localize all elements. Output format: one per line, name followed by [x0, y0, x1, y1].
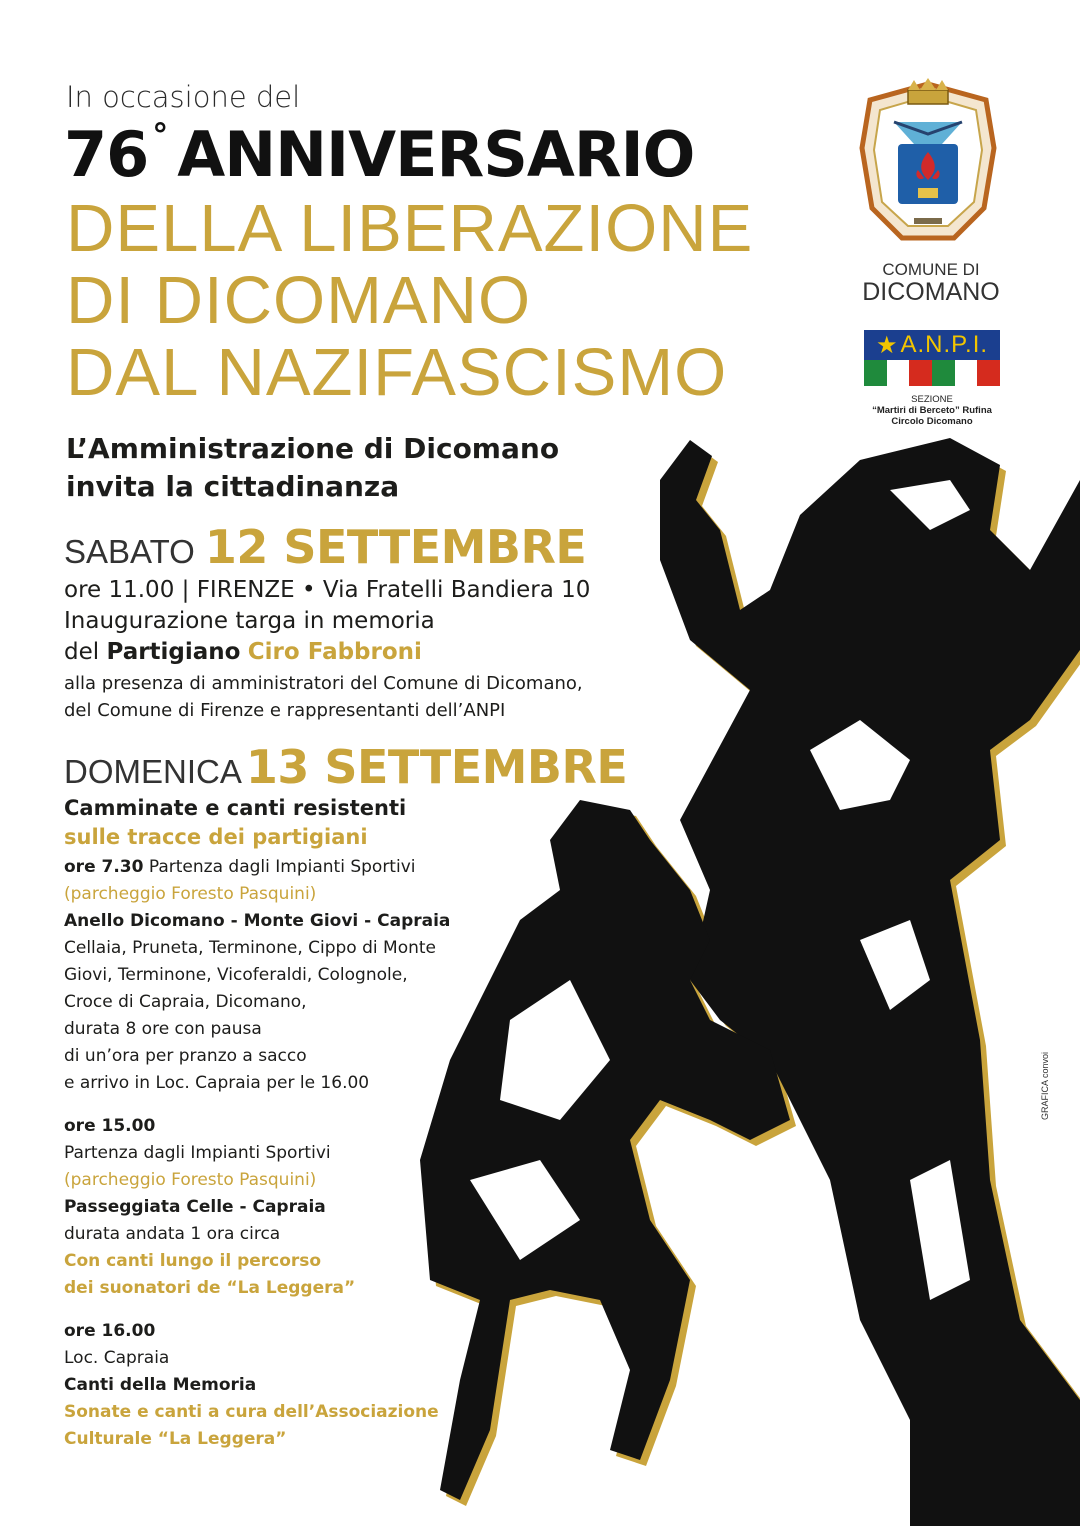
saturday-note-line1: alla presenza di amministratori del Comune di Dicomano,	[64, 673, 583, 694]
finale-note-line1: Sonate e canti a cura dell’Associazione	[64, 1402, 439, 1422]
partisan-name: Ciro Fabbroni	[247, 639, 422, 665]
comune-label-line1: COMUNE DI	[882, 260, 980, 279]
walk1-route-line: Cellaia, Pruneta, Terminone, Cippo di Monte	[64, 938, 436, 958]
saturday-heading	[64, 520, 586, 574]
finale-time: ore 16.00	[64, 1321, 156, 1341]
title-line-3: DAL NAZIFASCISMO	[66, 335, 728, 410]
invitation	[66, 430, 559, 506]
anniversary-word: ANNIVERSARIO	[177, 118, 695, 191]
graphic-credit: GRAFICA convoi	[1040, 1051, 1050, 1120]
sunday-subheading: sulle tracce dei partigiani	[64, 825, 368, 849]
saturday-event-bold: Partigiano	[106, 639, 241, 665]
walk1-parking: (parcheggio Foresto Pasquini)	[64, 884, 317, 904]
walk1-time-row	[64, 854, 664, 881]
walk2-parking: (parcheggio Foresto Pasquini)	[64, 1170, 317, 1190]
finale-place: Loc. Capraia	[64, 1348, 170, 1368]
walk1-departure: Partenza dagli Impianti Sportivi	[148, 857, 416, 877]
sunday-heading-text: Camminate e canti resistenti	[64, 796, 407, 820]
anpi-caption-line3: Circolo Dicomano	[891, 416, 973, 427]
saturday-event-line1: Inaugurazione targa in memoria	[64, 608, 435, 634]
walk1-route-line: e arrivo in Loc. Capraia per le 16.00	[64, 1073, 370, 1093]
anniversary-degree: °	[152, 116, 168, 155]
title-line-2: DI DICOMANO	[66, 263, 532, 338]
sunday-day: DOMENICA	[64, 753, 242, 790]
walk1-route-line: Giovi, Terminone, Vicoferaldi, Colognole,	[64, 965, 408, 985]
saturday-note-line2: del Comune di Firenze e rappresentanti dell’ANPI	[64, 700, 506, 721]
comune-crest-logo	[858, 78, 998, 248]
anpi-caption	[850, 394, 1014, 427]
saturday-details	[64, 575, 664, 724]
anniversary-heading	[64, 118, 694, 191]
anpi-logo	[864, 330, 1000, 386]
star-icon: ★	[875, 331, 899, 359]
invitation-line2: invita la cittadinanza	[66, 470, 400, 503]
sunday-date: 13 SETTEMBRE	[245, 740, 628, 794]
saturday-date: 12 SETTEMBRE	[204, 520, 587, 574]
walk2-title: Passeggiata Celle - Capraia	[64, 1197, 326, 1217]
walk1-route-line: durata 8 ore con pausa	[64, 1019, 262, 1039]
finale-note-line2: Culturale “La Leggera”	[64, 1429, 287, 1449]
anpi-caption-line2: “Martiri di Berceto” Rufina	[872, 405, 992, 416]
sunday-heading	[64, 740, 627, 794]
anpi-banner	[864, 330, 1000, 360]
saturday-event-line2	[64, 637, 664, 668]
title-line-1: DELLA LIBERAZIONE	[66, 191, 754, 266]
saturday-day: SABATO	[64, 533, 195, 570]
comune-label-line2: DICOMANO	[862, 278, 1000, 306]
walk2-time: ore 15.00	[64, 1116, 156, 1136]
comune-label	[850, 260, 1012, 305]
intro-text: In occasione del	[66, 80, 301, 114]
anpi-text: A.N.P.I.	[900, 331, 989, 358]
anpi-caption-line1: SEZIONE	[911, 394, 953, 405]
walk1-route-title: Anello Dicomano - Monte Giovi - Capraia	[64, 911, 451, 931]
finale-title: Canti della Memoria	[64, 1375, 257, 1395]
walk2-songs-line1: Con canti lungo il percorso	[64, 1251, 322, 1271]
walk1-route-line: Croce di Capraia, Dicomano,	[64, 992, 307, 1012]
walk2-departure: Partenza dagli Impianti Sportivi	[64, 1143, 331, 1163]
anniversary-number: 76	[64, 118, 149, 191]
walk2-songs-line2: dei suonatori de “La Leggera”	[64, 1278, 356, 1298]
walk1-route-line: di un’ora per pranzo a sacco	[64, 1046, 307, 1066]
walk2-duration: durata andata 1 ora circa	[64, 1224, 281, 1244]
invitation-line1: L’Amministrazione di Dicomano	[66, 432, 560, 465]
italian-flag-stripes	[864, 360, 1000, 386]
walk1-time: ore 7.30	[64, 857, 144, 877]
saturday-event-pre: del	[64, 639, 107, 665]
saturday-time-place: ore 11.00 | FIRENZE • Via Fratelli Bandiera 10	[64, 577, 591, 603]
sunday-details	[64, 794, 664, 1453]
